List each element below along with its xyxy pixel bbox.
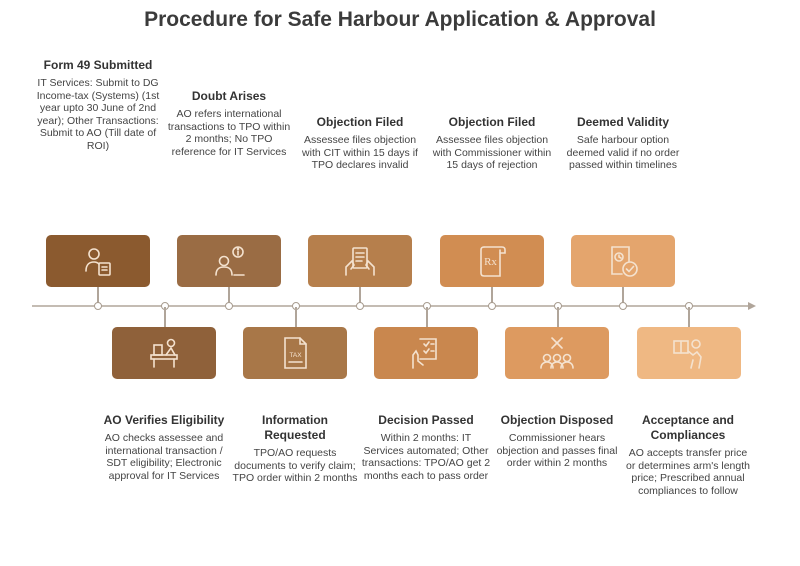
- officer-desk-icon: [144, 333, 184, 373]
- stage-3-heading: Doubt Arises: [191, 89, 267, 103]
- group-close-icon: [537, 333, 577, 373]
- hands-document-icon: [340, 241, 380, 281]
- stage-10-description: AO accepts transfer price or determines arm's length price; Prescribed annual compliances to follow: [626, 447, 750, 497]
- stage-6-connector: [426, 307, 428, 327]
- stage-1-label: [33, 58, 163, 152]
- stage-3-label: [164, 89, 294, 158]
- stage-2-description: AO checks assessee and international transaction / SDT eligibility; Electronic approval for IT Services: [104, 432, 224, 482]
- stage-9-heading: Deemed Validity: [576, 115, 670, 129]
- person-info-icon: [209, 241, 249, 281]
- tax-document-icon: [275, 333, 315, 373]
- stage-7-description: Assessee files objection with Commissioner within 15 days of rejection: [432, 134, 552, 171]
- stage-3-description: AO refers international transactions to TPO within 2 months; No TPO reference for IT Services: [167, 108, 291, 158]
- stage-5-card: [308, 235, 412, 287]
- svg-text:TAX: TAX: [289, 352, 302, 359]
- stage-1-card: [46, 235, 150, 287]
- stage-7-dot: [488, 302, 496, 310]
- stage-4-label: [230, 413, 360, 485]
- stage-6-description: Within 2 months: IT Services automated; Other transactions: TPO/AO get 2 months each to pass order: [361, 432, 491, 482]
- stage-1-description: IT Services: Submit to DG Income-tax (Systems) (1st year upto 30 June of 2nd year); Other Transactions: Submit to AO (Till date of ROI): [36, 77, 160, 152]
- stage-2-card: [112, 327, 216, 379]
- stage-8-card: [505, 327, 609, 379]
- svg-text:Rx: Rx: [484, 256, 497, 268]
- stage-10-connector: [688, 307, 690, 327]
- stage-8-heading: Objection Disposed: [500, 413, 614, 427]
- stage-9-card: [571, 235, 675, 287]
- stage-4-heading: Information Requested: [262, 413, 328, 442]
- stage-2-connector: [164, 307, 166, 327]
- stage-7-heading: Objection Filed: [448, 115, 536, 129]
- page-title: Procedure for Safe Harbour Application & Approval: [144, 8, 656, 31]
- clock-document-icon: [603, 241, 643, 281]
- stage-7-card: [440, 235, 544, 287]
- person-document-icon: [78, 241, 118, 281]
- stage-6-label: [361, 413, 491, 482]
- stage-2-label: [99, 413, 229, 482]
- stage-3-card: [177, 235, 281, 287]
- stage-8-connector: [557, 307, 559, 327]
- stage-10-card: [637, 327, 741, 379]
- stage-3-dot: [225, 302, 233, 310]
- stage-4-description: TPO/AO requests documents to verify claim; TPO order within 2 months: [232, 447, 358, 484]
- stage-9-description: Safe harbour option deemed valid if no order passed within timelines: [566, 134, 680, 171]
- stage-8-label: [492, 413, 622, 470]
- stage-10-heading: Acceptance and Compliances: [641, 413, 735, 442]
- stage-10-label: [623, 413, 753, 497]
- stage-5-dot: [356, 302, 364, 310]
- stage-4-card: [243, 327, 347, 379]
- stage-2-heading: AO Verifies Eligibility: [103, 413, 225, 427]
- stage-1-heading: Form 49 Submitted: [43, 58, 153, 72]
- stage-5-label: [295, 115, 425, 172]
- stage-8-description: Commissioner hears objection and passes final order within 2 months: [496, 432, 618, 469]
- stage-7-label: [427, 115, 557, 172]
- person-book-icon: [669, 333, 709, 373]
- stage-4-connector: [295, 307, 297, 327]
- stage-9-dot: [619, 302, 627, 310]
- hand-checklist-icon: [406, 333, 446, 373]
- stage-5-heading: Objection Filed: [316, 115, 404, 129]
- stage-1-dot: [94, 302, 102, 310]
- prescription-scroll-icon: [472, 241, 512, 281]
- stage-9-label: [558, 115, 688, 172]
- stage-6-card: [374, 327, 478, 379]
- stage-5-description: Assessee files objection with CIT within 15 days if TPO declares invalid: [302, 134, 418, 171]
- stage-6-heading: Decision Passed: [378, 413, 474, 427]
